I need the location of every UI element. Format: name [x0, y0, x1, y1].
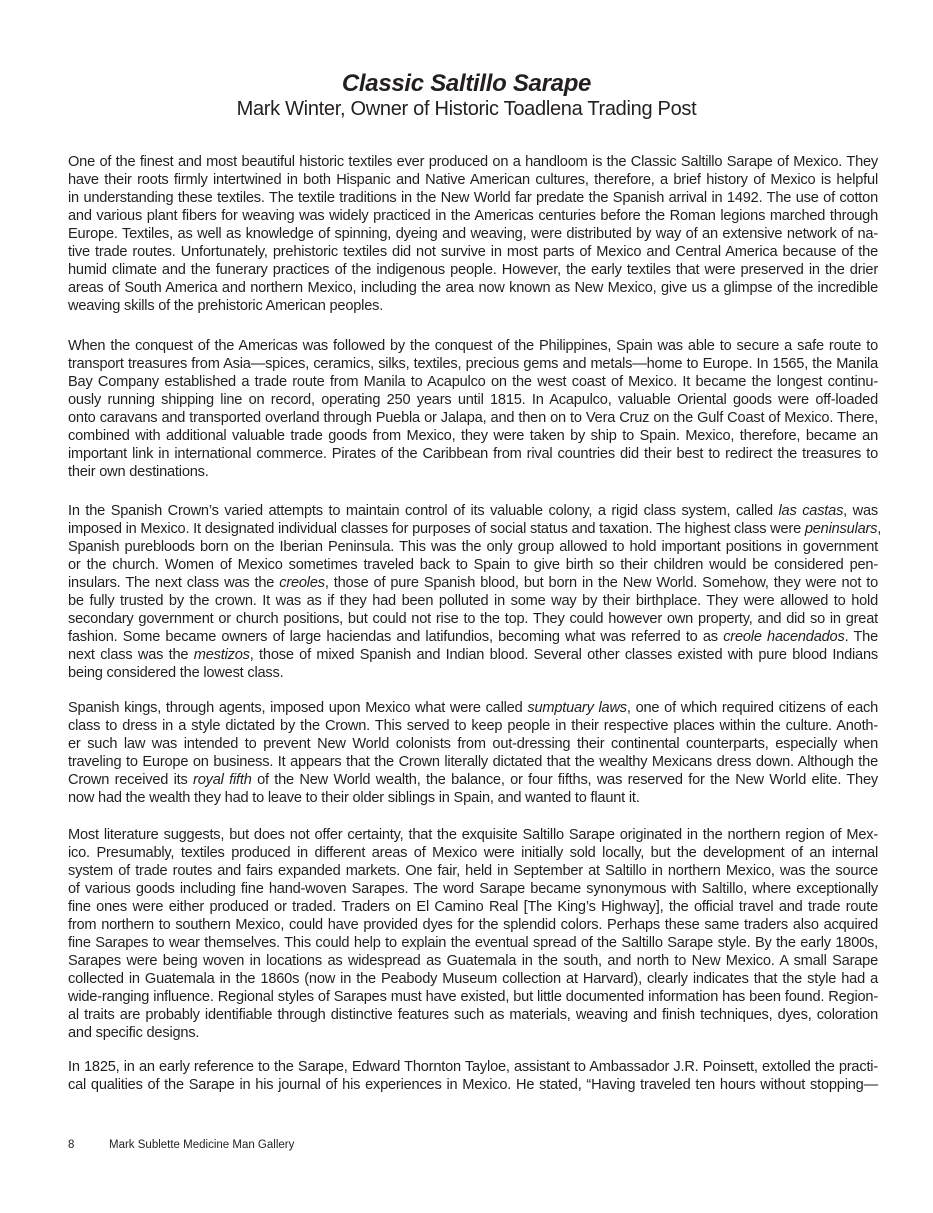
text-line: from northern to southern Mexico, could have provided dyes for the splendid colors. Perhaps these same traders also acquired	[68, 917, 878, 933]
text-line: next class was the mestizos, those of mixed Spanish and Indian blood. Several other classes existed with pure blood Indians	[68, 647, 878, 663]
text-line: imposed in Mexico. It designated individual classes for purposes of social status and taxation. The highest class were peninsulars,	[68, 521, 882, 537]
text-line: areas of South America and northern Mexico, including the area now known as New Mexico, give us a glimpse of the incredible	[68, 280, 878, 296]
text-line: Crown received its royal fifth of the New World wealth, the balance, or four fifths, was reserved for the New World elite. They	[68, 772, 878, 788]
paragraph	[68, 1058, 878, 1094]
text-line: be fully trusted by the crown. It was as if they had been polluted in some way by their birthplace. They were allowed to hold	[68, 593, 878, 609]
text-line: combined with additional valuable trade goods from Mexico, they were taken by ship to Spain. Mexico, therefore, became an	[68, 428, 878, 444]
text-line: wide-ranging influence. Regional styles of Sarapes must have existed, but little documented information has been found. Region-	[68, 989, 878, 1005]
text-line: tive trade routes. Unfortunately, prehistoric textiles did not survive in most parts of Mexico and Central America because of the	[68, 244, 878, 260]
text-line: When the conquest of the Americas was followed by the conquest of the Philippines, Spain was able to secure a safe route to	[68, 338, 878, 354]
text-line: insulars. The next class was the creoles, those of pure Spanish blood, but born in the New World. Somehow, they were not to	[68, 575, 878, 591]
article-title: Classic Saltillo Sarape	[341, 70, 592, 97]
paragraph	[68, 699, 878, 807]
text-line: system of trade routes and fairs expanded markets. One fair, held in September at Saltillo in northern Mexico, was the source	[68, 863, 878, 879]
text-line: ico. Presumably, textiles produced in different areas of Mexico were initially sold locally, but the development of an internal	[68, 845, 878, 861]
footer-publication: Mark Sublette Medicine Man Gallery	[109, 1139, 295, 1151]
text-line: fine ones were either produced or traded. Traders on El Camino Real [The King’s Highway], the official travel and trade route	[68, 899, 878, 915]
text-line: al traits are probably identifiable through distinctive features such as materials, weaving and finish techniques, dyes, coloration	[68, 1007, 878, 1023]
text-line: transport treasures from Asia—spices, ceramics, silks, textiles, precious gems and metals—home to Europe. In 1565, the Manila	[68, 356, 878, 372]
text-line: fashion. Some became owners of large haciendas and latifundios, becoming what was referred to as creole hacendados. The	[68, 629, 878, 645]
text-line: Europe. Textiles, as well as knowledge of spinning, dyeing and weaving, were distributed by way of an extensive network of na-	[68, 226, 878, 242]
text-line: collected in Guatemala in the 1860s (now in the Peabody Museum collection at Harvard), clearly indicates that the style had a	[68, 971, 878, 987]
text-line: fine Sarapes to wear themselves. This could help to explain the eventual spread of the Saltillo Sarape style. By the early 1800s,	[68, 935, 878, 951]
text-line: Most literature suggests, but does not offer certainty, that the exquisite Saltillo Sarape originated in the northern region of Mex-	[68, 827, 878, 843]
text-line: cal qualities of the Sarape in his journal of his experiences in Mexico. He stated, “Having traveled ten hours without stopping—	[68, 1077, 878, 1093]
text-line: Spanish purebloods born on the Iberian Peninsula. This was the only group allowed to hold important positions in government	[68, 539, 878, 555]
text-line: secondary government or church positions, but could not rise to the top. They could however own property, and did so in great	[68, 611, 878, 627]
text-line: and specific designs.	[68, 1025, 200, 1041]
text-line: ously running shipping line on record, operating 250 years until 1815. In Acapulco, valuable Oriental goods were off-loaded	[68, 392, 878, 408]
article-byline: Mark Winter, Owner of Historic Toadlena Trading Post	[236, 98, 697, 120]
paragraph	[68, 153, 878, 315]
page-number: 8	[68, 1139, 75, 1151]
text-line: traveling to Europe on business. It appears that the Crown literally dictated that the wealthy Mexicans dress down. Although the	[68, 754, 878, 770]
text-line: weaving skills of the prehistoric American peoples.	[68, 298, 384, 314]
text-line: important link in international commerce. Pirates of the Caribbean from rival countries did their best to redirect the treasures to	[68, 446, 878, 462]
paragraph	[68, 826, 878, 1042]
text-line: in understanding these textiles. The textile traditions in the New World far predate the Spanish arrival in 1492. The use of cotton	[68, 190, 878, 206]
text-line: humid climate and the funerary practices of the indigenous people. However, the early textiles that were preserved in the drier	[68, 262, 878, 278]
text-line: and various plant fibers for weaving was widely practiced in the Americas centuries before the Roman legions marched through	[68, 208, 878, 224]
text-line: Sarapes were being woven in locations as widespread as Guatemala in the south, and north to New Mexico. A small Sarape	[68, 953, 878, 969]
text-line: now had the wealth they had to leave to their older siblings in Spain, and wanted to flaunt it.	[68, 790, 640, 806]
paragraph	[68, 502, 882, 682]
paragraph	[68, 337, 878, 481]
text-line: onto caravans and transported overland through Puebla or Jalapa, and then on to Vera Cruz on the Gulf Coast of Mexico. There,	[68, 410, 878, 426]
text-line: One of the finest and most beautiful historic textiles ever produced on a handloom is the Classic Saltillo Sarape of Mexico. They	[68, 154, 878, 170]
text-line: Spanish kings, through agents, imposed upon Mexico what were called sumptuary laws, one of which required citizens of each	[68, 700, 878, 716]
text-line: being considered the lowest class.	[68, 665, 284, 681]
text-line: of various goods including fine hand-woven Sarapes. The word Sarape became synonymous with Saltillo, where exceptionally	[68, 881, 878, 897]
text-line: class to dress in a style dictated by the Crown. This served to keep people in their respective places within the culture. Anoth-	[68, 718, 878, 734]
text-line: their own destinations.	[68, 464, 209, 480]
text-line: In the Spanish Crown’s varied attempts to maintain control of its valuable colony, a rigid class system, called las castas, was	[68, 503, 878, 519]
text-line: Bay Company established a trade route from Manila to Acapulco on the west coast of Mexico. It became the longest continu-	[68, 374, 878, 390]
text-line: have their roots firmly intertwined in both Hispanic and Native American cultures, therefore, a brief history of Mexico is helpful	[68, 172, 878, 188]
text-line: or the church. Women of Mexico sometimes traveled back to Spain to give birth so their children would be considered pen-	[68, 557, 878, 573]
text-line: er such law was intended to prevent New World colonists from out-dressing their continental counterparts, especially when	[68, 736, 878, 752]
text-line: In 1825, in an early reference to the Sarape, Edward Thornton Tayloe, assistant to Ambassador J.R. Poinsett, extolled the practi-	[68, 1059, 878, 1075]
